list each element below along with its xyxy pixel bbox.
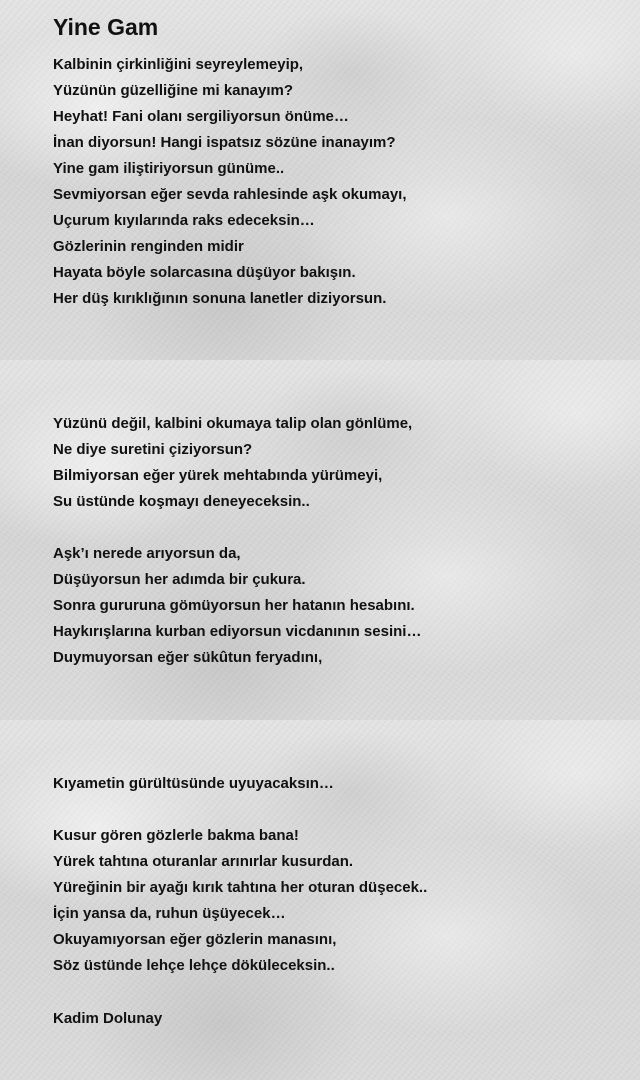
poem-line: Yüzünün güzelliğine mi kanayım? [53,82,294,99]
poem-line: Söz üstünde lehçe lehçe döküleceksin.. [53,957,335,974]
poem-line: Yine gam iliştiriyorsun günüme.. [53,160,285,177]
poem-line: Kıyametin gürültüsünde uyuyacaksın… [53,775,334,792]
poem-line: Duymuyorsan eğer sükûtun feryadını, [53,649,323,666]
poem-line: Gözlerinin renginden midir [53,238,244,255]
poem-line: Okuyamıyorsan eğer gözlerin manasını, [53,931,337,948]
stanza-3 [53,541,421,671]
poem-line: Kalbinin çirkinliğini seyreylemeyip, [53,56,304,73]
poem-line: Yürek tahtına oturanlar arınırlar kusurdan. [53,853,354,870]
stanza-5 [53,823,427,979]
poem-line: Yüzünü değil, kalbini okumaya talip olan gönlüme, [53,415,413,432]
poem-line: Haykırışlarına kurban ediyorsun vicdanının sesini… [53,623,422,640]
poem-line: Bilmiyorsan eğer yürek mehtabında yürümeyi, [53,467,383,484]
stanza-4 [53,771,334,797]
poem-line: İçin yansa da, ruhun üşüyecek… [53,905,286,922]
poem-line: Sevmiyorsan eğer sevda rahlesinde aşk okumayı, [53,186,407,203]
poem-line: Her düş kırıklığının sonuna lanetler diziyorsun. [53,290,387,307]
poem-title: Yine Gam [53,14,159,40]
poem-line: Heyhat! Fani olanı sergiliyorsun önüme… [53,108,349,125]
poem-line: Kusur gören gözlerle bakma bana! [53,827,299,844]
poem-line: Su üstünde koşmayı deneyeceksin.. [53,493,310,510]
stanza-1 [53,52,407,312]
poem-line: İnan diyorsun! Hangi ispatsız sözüne inanayım? [53,134,396,151]
poem-line: Sonra gururuna gömüyorsun her hatanın hesabını. [53,597,415,614]
poem-line: Yüreğinin bir ayağı kırık tahtına her oturan düşecek.. [53,879,428,896]
stanza-2 [53,411,412,515]
poem-line: Ne diye suretini çiziyorsun? [53,441,253,458]
poem-line: Düşüyorsun her adımda bir çukura. [53,571,306,588]
poem-line: Uçurum kıyılarında raks edeceksin… [53,212,315,229]
poem-line: Hayata böyle solarcasına düşüyor bakışın. [53,264,356,281]
poem-line: Aşk’ı nerede arıyorsun da, [53,545,241,562]
poem-author: Kadim Dolunay [53,1010,163,1027]
